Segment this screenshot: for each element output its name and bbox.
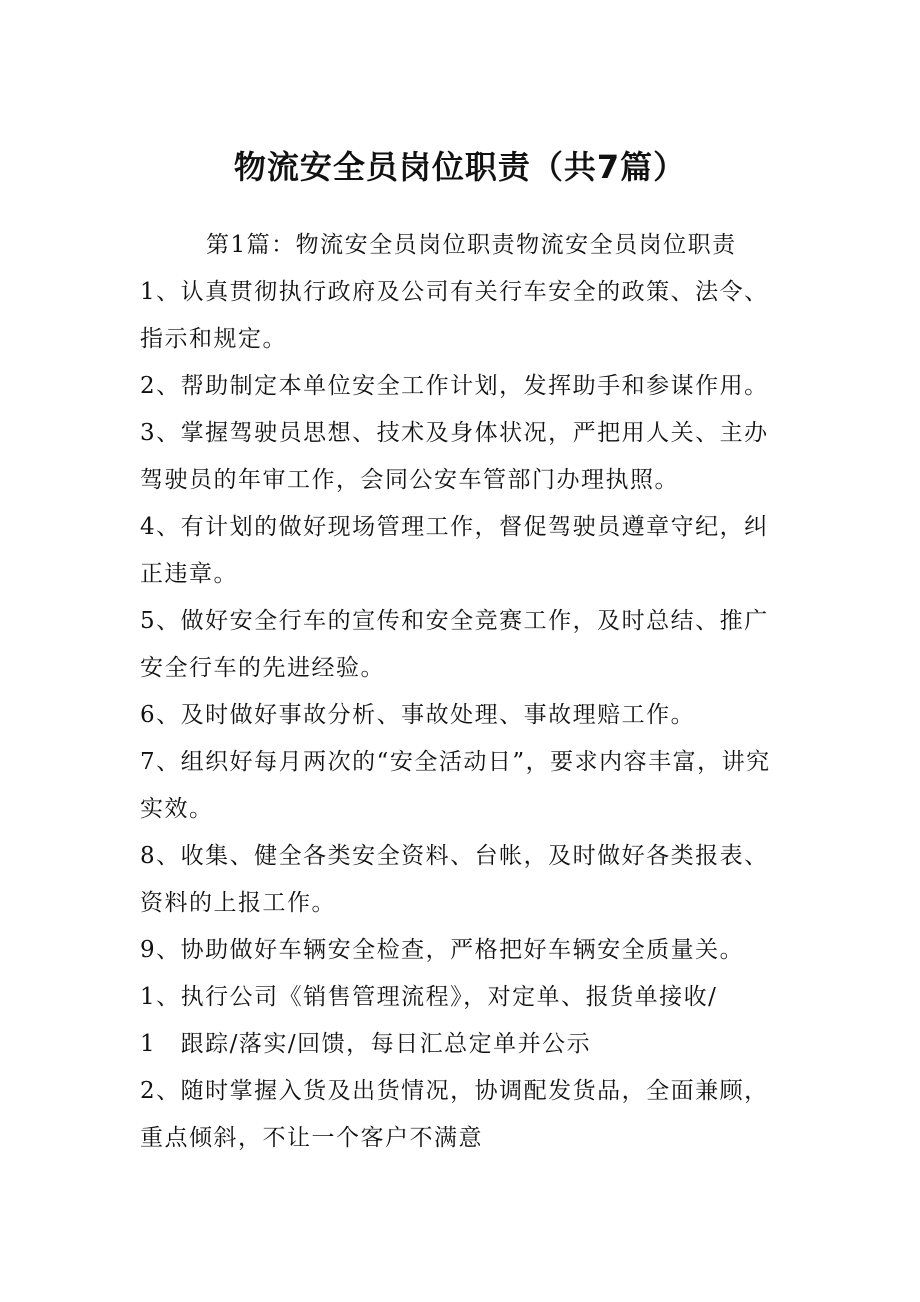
paragraph-3: 3、掌握驾驶员思想、技术及身体状况，严把用人关、主办驾驶员的年审工作，会同公安车管部门办理执照。	[140, 420, 769, 493]
paragraph-4: 4、有计划的做好现场管理工作，督促驾驶员遵章守纪，纠正违章。	[140, 514, 769, 587]
paragraph-7: 7、组织好每月两次的“安全活动日”，要求内容丰富，讲究实效。	[140, 749, 771, 822]
paragraph-2: 2、帮助制定本单位安全工作计划，发挥助手和参谋作用。	[140, 373, 769, 399]
paragraph-11: 1 跟踪/落实/回馈，每日汇总定单并公示	[140, 1031, 592, 1057]
paragraph-12: 2、随时掌握入货及出货情况，协调配发货品，全面兼顾，重点倾斜，不让一个客户不满意	[140, 1078, 769, 1151]
paragraph-6: 6、及时做好事故分析、事故处理、事故理赔工作。	[140, 702, 696, 728]
paragraph-10: 1、执行公司《销售管理流程》，对定单、报货单接收/	[140, 984, 718, 1010]
paragraph-5: 5、做好安全行车的宣传和安全竞赛工作，及时总结、推广安全行车的先进经验。	[140, 608, 769, 681]
section-heading: 第1篇：物流安全员岗位职责物流安全员岗位职责	[206, 232, 737, 258]
paragraph-1: 1、认真贯彻执行政府及公司有关行车安全的政策、法令、指示和规定。	[140, 279, 769, 352]
paragraph-9: 9、协助做好车辆安全检查，严格把好车辆安全质量关。	[140, 937, 745, 963]
paragraph-8: 8、收集、健全各类安全资料、台帐，及时做好各类报表、资料的上报工作。	[140, 843, 769, 916]
document-title: 物流安全员岗位职责（共7篇）	[233, 148, 687, 186]
document-body	[140, 222, 790, 1162]
